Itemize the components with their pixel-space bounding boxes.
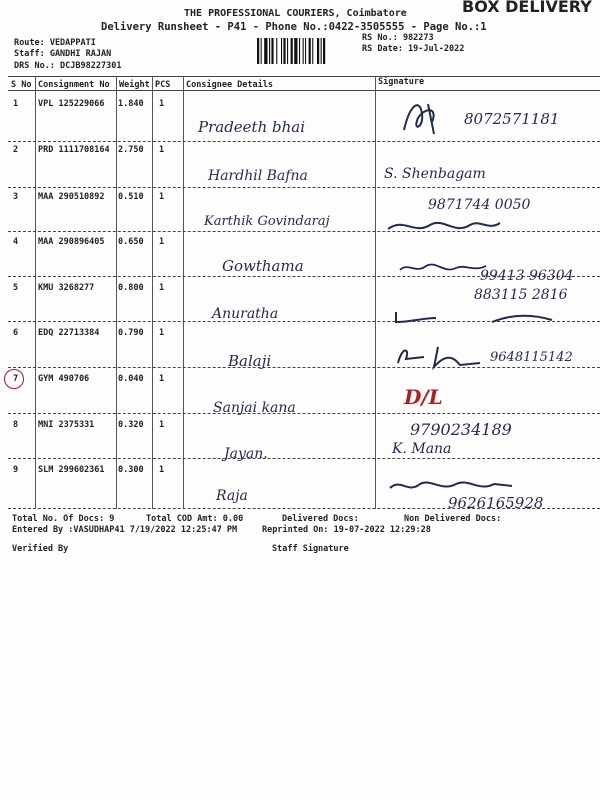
row-pcs: 1 xyxy=(159,374,165,384)
row-sno: 7 xyxy=(13,374,19,384)
signature-scribble xyxy=(398,94,448,138)
row-pcs: 1 xyxy=(159,145,165,155)
col-header-pcs: PCS xyxy=(155,80,171,90)
row-consignment: KMU 3268277 xyxy=(38,283,95,293)
handwritten-phone: 9790234189 xyxy=(410,420,512,439)
row-consignment: EDQ 22713384 xyxy=(38,328,100,338)
signature-scribble xyxy=(392,306,572,326)
row-consignment: MAA 290896405 xyxy=(38,237,105,247)
row-pcs: 1 xyxy=(159,237,165,247)
row-consignment: MAA 290510892 xyxy=(38,192,105,202)
row-separator xyxy=(8,458,600,459)
total-cod-amount: Total COD Amt: 0.00 xyxy=(146,514,244,524)
row-separator xyxy=(8,231,600,232)
handwritten-name: Anuratha xyxy=(212,306,279,322)
handwritten-name: Gowthama xyxy=(222,257,304,275)
col-header-weight: Weight xyxy=(119,80,150,90)
staff-signature-label: Staff Signature xyxy=(272,544,349,554)
handwritten-phone: 99413 96304 xyxy=(480,268,574,284)
route-label: Route: VEDAPPATI xyxy=(14,38,96,48)
row-separator xyxy=(8,187,600,188)
handwritten-phone: 883115 2816 xyxy=(474,287,568,303)
entered-by: Entered By :VASUDHAP41 7/19/2022 12:25:47 PM xyxy=(12,525,238,535)
total-docs: Total No. Of Docs: 9 xyxy=(12,514,115,524)
col-header-consignment: Consignment No xyxy=(38,80,110,90)
delivered-docs: Delivered Docs: xyxy=(282,514,359,524)
col-header-sno: S No xyxy=(11,80,32,90)
row-pcs: 1 xyxy=(159,420,165,430)
staff-label: Staff: GANDHI RAJAN xyxy=(14,49,112,59)
row-weight: 2.750 xyxy=(118,145,144,155)
row-pcs: 1 xyxy=(159,99,165,109)
row-separator xyxy=(8,413,600,414)
row-pcs: 1 xyxy=(159,283,165,293)
handwritten-name: Raja xyxy=(216,488,248,504)
handwritten-signature: D/L xyxy=(404,385,443,409)
handwritten-name: Sanjai kana xyxy=(213,400,296,416)
table-top-border xyxy=(8,76,600,77)
barcode-image xyxy=(256,38,356,64)
handwritten-name: Hardhil Bafna xyxy=(208,168,308,184)
row-sno: 4 xyxy=(13,237,19,247)
handwritten-phone: 9626165928 xyxy=(448,494,544,512)
row-sno: 6 xyxy=(13,328,19,338)
non-delivered-docs: Non Delivered Docs: xyxy=(404,514,502,524)
row-separator xyxy=(8,141,600,142)
company-name: THE PROFESSIONAL COURIERS, Coimbatore xyxy=(184,8,407,19)
rs-number: RS No.: 982273 xyxy=(362,33,434,43)
header-bottom-border xyxy=(8,90,600,91)
row-pcs: 1 xyxy=(159,192,165,202)
row-weight: 0.510 xyxy=(118,192,144,202)
drs-number: DRS No.: DCJB98227301 xyxy=(14,61,122,71)
row-weight: 0.300 xyxy=(118,465,144,475)
row-separator xyxy=(8,367,600,368)
row-weight: 1.840 xyxy=(118,99,144,109)
signature-scribble xyxy=(386,476,516,496)
handwritten-name: Balaji xyxy=(228,352,272,370)
handwritten-phone: 9648115142 xyxy=(490,350,573,365)
row-consignment: SLM 299602361 xyxy=(38,465,105,475)
row-sno: 8 xyxy=(13,420,19,430)
row-weight: 0.790 xyxy=(118,328,144,338)
row-sno: 1 xyxy=(13,99,19,109)
row-consignment: VPL 125229066 xyxy=(38,99,105,109)
row-sno: 3 xyxy=(13,192,19,202)
box-delivery-banner: BOX DELIVERY xyxy=(462,0,592,16)
handwritten-name: Karthik Govindaraj xyxy=(204,214,330,229)
rs-date: RS Date: 19-Jul-2022 xyxy=(362,44,465,54)
row-weight: 0.320 xyxy=(118,420,144,430)
row-consignment: GYM 490706 xyxy=(38,374,90,384)
signature-scribble xyxy=(398,260,488,276)
row-sno: 5 xyxy=(13,283,19,293)
runsheet-title: Delivery Runsheet - P41 - Phone No.:0422-3505555 - Page No.:1 xyxy=(101,21,487,33)
handwritten-phone: 8072571181 xyxy=(464,110,560,128)
signature-scribble xyxy=(384,215,504,237)
row-sno: 2 xyxy=(13,145,19,155)
signature-scribble xyxy=(394,343,484,371)
handwritten-signature: K. Mana xyxy=(392,441,452,457)
verified-by-label: Verified By xyxy=(12,544,69,554)
row-pcs: 1 xyxy=(159,328,165,338)
row-weight: 0.650 xyxy=(118,237,144,247)
col-header-signature: Signature xyxy=(378,77,425,87)
reprinted-on: Reprinted On: 19-07-2022 12:29:28 xyxy=(262,525,431,535)
row-weight: 0.040 xyxy=(118,374,144,384)
row-sno: 9 xyxy=(13,465,19,475)
row-weight: 0.800 xyxy=(118,283,144,293)
col-header-consignee: Consignee Details xyxy=(186,80,273,90)
handwritten-signature: S. Shenbagam xyxy=(384,166,486,182)
handwritten-name: Pradeeth bhai xyxy=(198,118,306,136)
handwritten-phone: 9871744 0050 xyxy=(428,197,531,213)
row-consignment: MNI 2375331 xyxy=(38,420,95,430)
row-consignment: PRD 1111708164 xyxy=(38,145,110,155)
row-pcs: 1 xyxy=(159,465,165,475)
handwritten-name: Jayan. xyxy=(224,446,268,462)
